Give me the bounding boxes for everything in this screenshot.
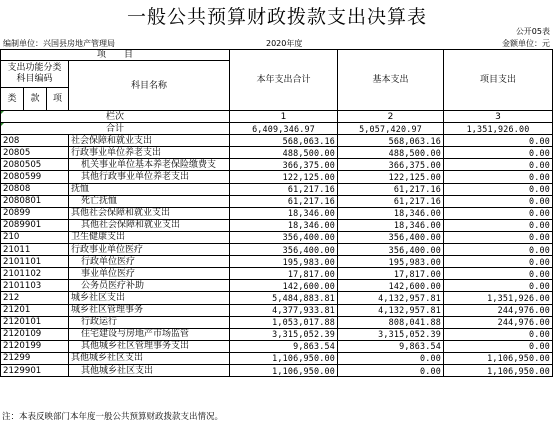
row-code: 208 <box>1 135 69 147</box>
table-row <box>1 340 553 352</box>
row-code: 2101103 <box>1 280 69 292</box>
row-code: 21011 <box>1 244 69 256</box>
row-col2: 17,817.00 <box>338 268 444 280</box>
row-code: 2120199 <box>1 340 69 352</box>
row-name: 机关事业单位基本养老保险缴费支 <box>69 159 230 171</box>
row-code: 2080599 <box>1 171 69 183</box>
total-label: 合计 <box>1 123 230 135</box>
row-name: 其他城乡社区管理事务支出 <box>69 340 230 352</box>
row-col2: 488,500.00 <box>338 147 444 159</box>
row-col2: 61,217.16 <box>338 195 444 207</box>
header-func-class <box>1 61 69 88</box>
row-col2: 18,346.00 <box>338 207 444 219</box>
row-col1: 1,106,950.00 <box>230 364 338 376</box>
row-col3: 0.00 <box>444 207 553 219</box>
row-col2: 195,983.00 <box>338 256 444 268</box>
row-name: 事业单位医疗 <box>69 268 230 280</box>
header-col3-no: 3 <box>444 111 553 123</box>
table-row <box>1 292 553 304</box>
footnote: 注：本表反映部门本年度一般公共预算财政拨款支出情况。 <box>2 412 224 422</box>
row-col2: 122,125.00 <box>338 171 444 183</box>
row-name: 住宅建设与房地产市场监管 <box>69 328 230 340</box>
row-col1: 18,346.00 <box>230 219 338 231</box>
row-col1: 488,500.00 <box>230 147 338 159</box>
row-code: 21201 <box>1 304 69 316</box>
row-code: 2129901 <box>1 364 69 376</box>
row-col1: 9,863.54 <box>230 340 338 352</box>
row-col2: 4,132,957.81 <box>338 292 444 304</box>
row-col1: 1,053,017.88 <box>230 316 338 328</box>
table-row <box>1 171 553 183</box>
row-col1: 1,106,950.00 <box>230 352 338 364</box>
amount-unit: 金额单位：元 <box>502 39 550 48</box>
row-name: 行政单位医疗 <box>69 256 230 268</box>
row-col3: 1,106,950.00 <box>444 364 553 376</box>
row-code: 21299 <box>1 352 69 364</box>
row-col1: 61,217.16 <box>230 183 338 195</box>
row-code: 20805 <box>1 147 69 159</box>
row-col3: 0.00 <box>444 147 553 159</box>
row-col3: 0.00 <box>444 171 553 183</box>
table-row <box>1 256 553 268</box>
header-col1: 本年支出合计 <box>230 50 338 111</box>
row-col1: 17,817.00 <box>230 268 338 280</box>
header-col2-no: 2 <box>338 111 444 123</box>
row-col2: 356,400.00 <box>338 244 444 256</box>
expenditure-table <box>0 49 553 377</box>
row-col2: 356,400.00 <box>338 231 444 243</box>
row-col2: 0.00 <box>338 352 444 364</box>
row-name: 其他城乡社区支出 <box>69 352 230 364</box>
row-col3: 0.00 <box>444 159 553 171</box>
table-row <box>1 147 553 159</box>
table-row <box>1 244 553 256</box>
total-col3: 1,351,926.00 <box>444 123 553 135</box>
table-row <box>1 304 553 316</box>
row-col3: 0.00 <box>444 135 553 147</box>
row-code: 212 <box>1 292 69 304</box>
row-col1: 3,315,052.39 <box>230 328 338 340</box>
row-col2: 366,375.00 <box>338 159 444 171</box>
row-col3: 1,351,926.00 <box>444 292 553 304</box>
row-col1: 142,600.00 <box>230 280 338 292</box>
row-code: 2080801 <box>1 195 69 207</box>
table-row <box>1 280 553 292</box>
report-year: 2020年度 <box>266 39 303 48</box>
form-number: 公开05表 <box>515 27 550 36</box>
header-col3: 项目支出 <box>444 50 553 111</box>
row-col2: 808,041.88 <box>338 316 444 328</box>
row-col3: 0.00 <box>444 256 553 268</box>
row-name: 其他社会保障和就业支出 <box>69 207 230 219</box>
table-row <box>1 135 553 147</box>
row-name: 其他城乡社区支出 <box>69 364 230 376</box>
row-col2: 568,063.16 <box>338 135 444 147</box>
row-col3: 0.00 <box>444 183 553 195</box>
row-col1: 568,063.16 <box>230 135 338 147</box>
table-row <box>1 219 553 231</box>
total-col1: 6,409,346.97 <box>230 123 338 135</box>
row-col2: 61,217.16 <box>338 183 444 195</box>
row-code: 210 <box>1 231 69 243</box>
row-col2: 3,315,052.39 <box>338 328 444 340</box>
row-col2: 142,600.00 <box>338 280 444 292</box>
table-row <box>1 268 553 280</box>
row-col1: 5,484,883.81 <box>230 292 338 304</box>
row-name: 行政事业单位养老支出 <box>69 147 230 159</box>
header-kuan: 款 <box>24 88 47 111</box>
header-item: 项 目 <box>1 50 230 61</box>
row-name: 行政运行 <box>69 316 230 328</box>
row-col2: 4,132,957.81 <box>338 304 444 316</box>
row-col1: 122,125.00 <box>230 171 338 183</box>
row-col1: 18,346.00 <box>230 207 338 219</box>
row-name: 其他行政事业单位养老支出 <box>69 171 230 183</box>
row-code: 2120101 <box>1 316 69 328</box>
row-name: 城乡社区支出 <box>69 292 230 304</box>
header-col2: 基本支出 <box>338 50 444 111</box>
row-col1: 356,400.00 <box>230 231 338 243</box>
table-row <box>1 231 553 243</box>
report-title: 一般公共预算财政拨款支出决算表 <box>126 6 427 28</box>
table-row <box>1 364 553 376</box>
row-col3: 1,106,950.00 <box>444 352 553 364</box>
table-row <box>1 207 553 219</box>
compiling-unit: 编制单位：兴国县房地产管理局 <box>3 39 115 48</box>
row-col3: 244,976.00 <box>444 316 553 328</box>
row-code: 20899 <box>1 207 69 219</box>
row-col1: 195,983.00 <box>230 256 338 268</box>
row-col1: 61,217.16 <box>230 195 338 207</box>
row-code: 2101102 <box>1 268 69 280</box>
table-row <box>1 183 553 195</box>
row-col1: 4,377,933.81 <box>230 304 338 316</box>
table-row <box>1 195 553 207</box>
row-name: 其他社会保障和就业支出 <box>69 219 230 231</box>
row-col3: 0.00 <box>444 231 553 243</box>
header-col1-no: 1 <box>230 111 338 123</box>
table-row <box>1 328 553 340</box>
header-subject-name: 科目名称 <box>69 61 230 111</box>
header-lei: 类 <box>1 88 24 111</box>
row-name: 抚恤 <box>69 183 230 195</box>
row-col1: 366,375.00 <box>230 159 338 171</box>
row-col3: 0.00 <box>444 340 553 352</box>
row-code: 2101101 <box>1 256 69 268</box>
header-func-code-label: 科目编码 <box>16 74 53 84</box>
table-row <box>1 316 553 328</box>
header-xiang: 项 <box>47 88 69 111</box>
row-code: 2089901 <box>1 219 69 231</box>
row-code: 2080505 <box>1 159 69 171</box>
row-name: 行政事业单位医疗 <box>69 244 230 256</box>
row-col3: 0.00 <box>444 195 553 207</box>
row-name: 死亡抚恤 <box>69 195 230 207</box>
row-name: 公务员医疗补助 <box>69 280 230 292</box>
header-func-class-label: 支出功能分类 <box>7 63 62 73</box>
table-row <box>1 352 553 364</box>
row-name: 卫生健康支出 <box>69 231 230 243</box>
row-col1: 356,400.00 <box>230 244 338 256</box>
row-col3: 0.00 <box>444 219 553 231</box>
header-lanci: 栏次 <box>1 111 230 123</box>
row-col3: 0.00 <box>444 328 553 340</box>
row-col2: 0.00 <box>338 364 444 376</box>
row-col3: 0.00 <box>444 268 553 280</box>
table-row <box>1 159 553 171</box>
row-name: 城乡社区管理事务 <box>69 304 230 316</box>
row-col3: 244,976.00 <box>444 304 553 316</box>
row-col2: 9,863.54 <box>338 340 444 352</box>
row-col2: 18,346.00 <box>338 219 444 231</box>
row-code: 20808 <box>1 183 69 195</box>
row-col3: 0.00 <box>444 280 553 292</box>
row-name: 社会保障和就业支出 <box>69 135 230 147</box>
row-col3: 0.00 <box>444 244 553 256</box>
row-code: 2120109 <box>1 328 69 340</box>
total-col2: 5,057,420.97 <box>338 123 444 135</box>
